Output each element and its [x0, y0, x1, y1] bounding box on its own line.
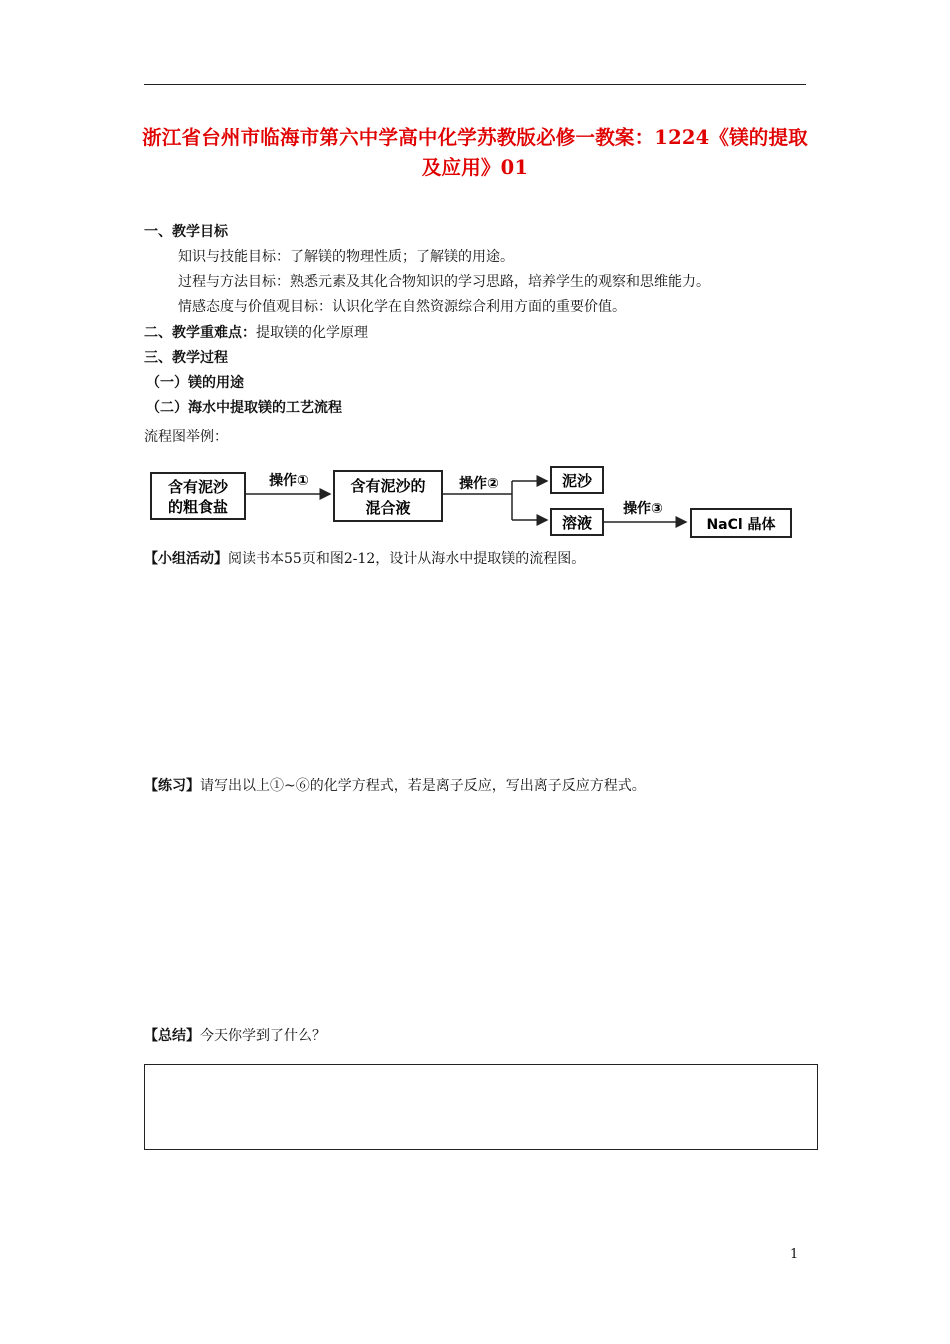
group-activity-text: 阅读书本55页和图2-12，设计从海水中提取镁的流程图。: [228, 551, 586, 567]
practice-text: 请写出以上①~⑥的化学方程式，若是离子反应，写出离子反应方程式。: [200, 778, 646, 794]
section-3-heading: 三、教学过程: [144, 350, 228, 366]
flow-op1-label: 操作①: [269, 473, 309, 489]
summary-text: 今天你学到了什么？: [200, 1028, 326, 1044]
flow-box-mixture-line2: 混合液: [365, 499, 411, 517]
flowchart: [146, 463, 798, 541]
flow-box-crude-salt-line1: 含有泥沙: [167, 478, 229, 496]
section-2-text: 提取镁的化学原理: [256, 325, 368, 341]
summary-answer-box[interactable]: [144, 1064, 818, 1150]
page-title: 浙江省台州市临海市第六中学高中化学苏教版必修一教案：1224《镁的提取及应用》01: [142, 126, 808, 179]
practice-tag: 【练习】: [144, 778, 200, 794]
section-2-heading: 二、教学重难点：: [144, 325, 256, 341]
flow-box-crude-salt-line2: 的粗食盐: [167, 498, 229, 516]
group-activity: [144, 549, 585, 569]
page-number: 1: [790, 1247, 799, 1262]
flow-box-mixture-line1: 含有泥沙的: [350, 477, 426, 495]
flow-op2-label: 操作②: [459, 476, 499, 492]
flow-box-crystal-label: NaCl 晶体: [706, 517, 776, 533]
flow-box-solution-label: 溶液: [561, 514, 593, 532]
section-1-heading: 一、教学目标: [144, 224, 228, 240]
summary-tag: 【总结】: [144, 1028, 200, 1044]
header-rule: [144, 84, 806, 85]
subsection-process: （二）海水中提取镁的工艺流程: [146, 400, 342, 416]
practice: [144, 776, 646, 796]
objective-knowledge: 知识与技能目标：了解镁的物理性质；了解镁的用途。: [178, 249, 514, 265]
objective-attitude: 情感态度与价值观目标：认识化学在自然资源综合利用方面的重要价值。: [178, 299, 626, 315]
subsection-uses: （一）镁的用途: [146, 375, 244, 391]
group-activity-tag: 【小组活动】: [144, 551, 228, 567]
flowchart-intro: 流程图举例：: [144, 429, 228, 445]
summary: [144, 1026, 326, 1046]
flow-box-sand-label: 泥沙: [561, 472, 593, 490]
objective-process: 过程与方法目标：熟悉元素及其化合物知识的学习思路，培养学生的观察和思维能力。: [178, 274, 710, 290]
section-2: [144, 323, 368, 343]
flow-op3-label: 操作③: [623, 501, 663, 517]
